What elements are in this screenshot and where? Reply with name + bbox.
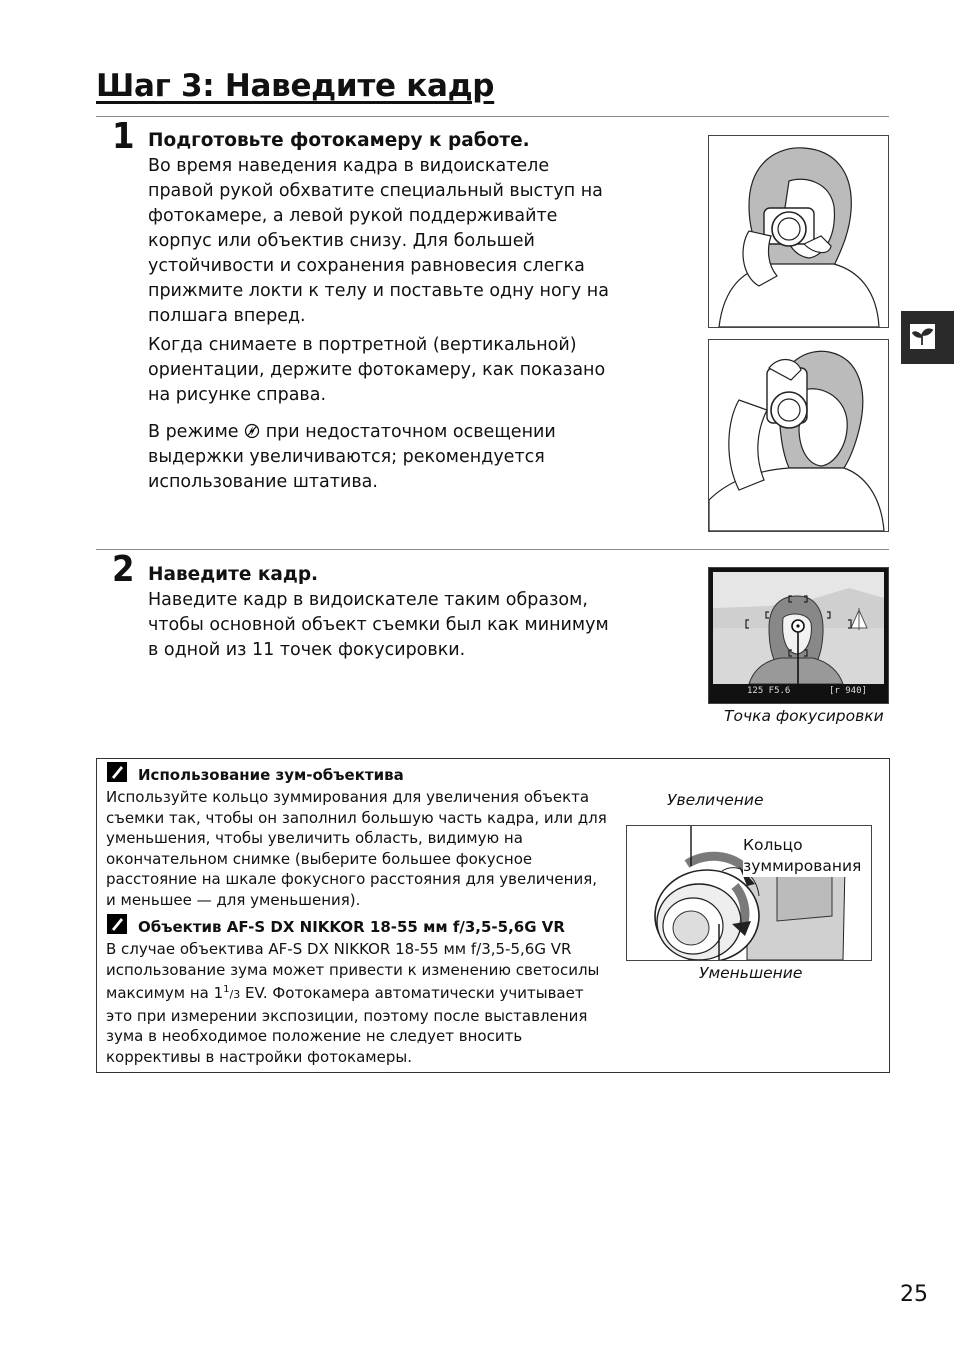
pencil-icon xyxy=(107,914,127,934)
no-flash-mode-icon xyxy=(244,422,260,438)
pencil-icon xyxy=(107,762,127,782)
viewfinder-frame-count: [r 940] xyxy=(829,686,867,696)
illustration-landscape-grip xyxy=(708,135,889,328)
viewfinder-exposure-readout: 125 F5.6 xyxy=(747,686,791,696)
note-1-text: Используйте кольцо зуммирования для увеличения объекта съемки так, чтобы он заполнил большую часть кадра, или для уменьшения, чтобы увеличить область, видимую на окончательном снимке (выберите большее фокусное расстояние на шкале фокусного расстояния для увеличения, и меньшее — для уменьшения). xyxy=(106,788,607,909)
page-number: 25 xyxy=(900,1282,928,1307)
page-title: Шаг 3: Наведите кадр xyxy=(96,68,495,104)
step-1-paragraph-1: Во время наведения кадра в видоискателе правой рукой обхватите специальный выступ на фотокамере, а левой рукой поддерживайте корпус или объектив снизу. Для большей устойчивости и сохранения равновесия слегка прижмите локти к телу и поставьте одну ногу на полшага вперед. xyxy=(148,156,609,326)
zoom-in-label: Увеличение xyxy=(667,791,764,809)
note-2-text xyxy=(106,939,608,1067)
sprout-icon xyxy=(901,311,954,364)
illustration-portrait-grip xyxy=(708,339,889,532)
step-1-heading: Подготовьте фотокамеру к работе. xyxy=(148,130,530,151)
note-2-title: Объектив AF-S DX NIKKOR 18-55 мм f/3,5-5,6G VR xyxy=(138,918,565,936)
step-2-paragraph: Наведите кадр в видоискателе таким образом, чтобы основной объект съемки был как минимум в одной из 11 точек фокусировки. xyxy=(148,590,609,660)
note-2-text-part-a: В случае объектива AF-S DX NIKKOR 18-55 мм f/3,5-5,6G VR использование зума может привести к изменению светосилы максимум на 1 xyxy=(106,940,600,1002)
chapter-tab xyxy=(901,311,954,364)
note-2-fraction-denominator: /3 xyxy=(229,988,241,1001)
focus-point-caption: Точка фокусировки xyxy=(724,707,884,725)
step-2-heading: Наведите кадр. xyxy=(148,564,319,585)
note-2-text-part-b: EV. Фотокамера автоматически учитывает это при измерении экспозиции, поэтому после выставления зума в необходимое положение не следует вносить коррективы в настройки фотокамеры. xyxy=(106,984,588,1066)
step-divider xyxy=(96,549,889,550)
zoom-out-label: Уменьшение xyxy=(699,964,803,982)
viewfinder-illustration xyxy=(708,567,889,704)
note-1-title: Использование зум-объектива xyxy=(138,766,404,784)
zoom-ring-label: Кольцо зуммирования xyxy=(743,836,862,875)
note-2-fraction-numerator: 1 xyxy=(223,984,230,995)
step-1-paragraph-3-start: В режиме xyxy=(148,422,239,442)
step-2-number: 2 xyxy=(112,549,135,590)
step-1-number: 1 xyxy=(112,116,135,157)
notes-box xyxy=(96,758,890,1073)
title-divider xyxy=(96,116,889,117)
step-1-paragraph-3 xyxy=(148,420,618,495)
step-1-paragraph-2: Когда снимаете в портретной (вертикальной) ориентации, держите фотокамеру, как показано на рисунке справа. xyxy=(148,335,606,405)
step-1-paragraph-3-end: при недостаточном освещении выдержки увеличиваются; рекомендуется использование штатива. xyxy=(148,422,556,492)
